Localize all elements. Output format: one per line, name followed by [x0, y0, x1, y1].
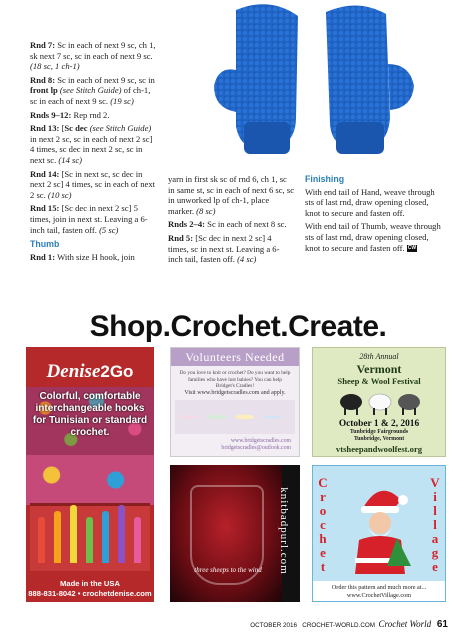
crochet-hook-icon: [54, 511, 61, 563]
hook-case: [30, 503, 150, 571]
crochet-hook-icon: [70, 505, 77, 563]
vt-location: [313, 429, 445, 443]
vermont-sheep-wool-ad[interactable]: [312, 347, 446, 457]
cv-right-word: [429, 476, 441, 574]
sheep-icon: [369, 394, 391, 415]
cv-letter: c: [320, 517, 326, 532]
rnd-8: [30, 75, 156, 107]
knitbadpurl-ad[interactable]: [170, 465, 300, 602]
rnd-text: of ch-1, sc in each of next 9 sc.: [30, 85, 151, 106]
end-mark-icon: CW: [407, 245, 417, 252]
magazine-name: Crochet World: [378, 619, 432, 629]
rnd-text: in next 2 sc, sc in each of next 2 sc] 4 times, sc dec in next 2 sc, sc in next sc.: [30, 133, 153, 165]
cv-letter: o: [319, 503, 327, 518]
volunteers-title: Volunteers Needed: [171, 348, 299, 366]
cv-letter: l: [433, 503, 437, 518]
denise-tagline: Colorful, comfortable interchangeable hooks for Tunisian or standard crochet.: [32, 391, 148, 438]
cv-letter: V: [430, 475, 440, 490]
rnd-text: [Sc dec in next 2 sc] 5 times, join in next st. Leaving a 6-inch tail, fasten off.: [30, 203, 148, 235]
rnd-text: [Sc in next sc, sc dec in next 2 sc] 4 times, sc in each of next 2 sc.: [30, 168, 156, 200]
rnd-text: yarn in first sk sc of rnd 6, ch 1, sc in same st, sc in each of next 6 sc, sc in unworked lp of ch-1, place marker.: [168, 174, 295, 216]
rnds-9-12: [30, 110, 156, 121]
rnd-label: Rnds 9–12:: [30, 109, 72, 120]
pattern-column-2: [168, 174, 294, 268]
stitch-count: (10 sc): [47, 189, 72, 200]
stitch-guide-ref: (see Stitch Guide): [57, 85, 122, 96]
finishing-thumb: [305, 221, 445, 253]
page-number: 61: [436, 619, 448, 630]
vt-url[interactable]: vtsheepandwoolfest.org: [335, 444, 423, 454]
rnd-label: Rnd 1:: [30, 251, 56, 262]
rnds-2-4: [168, 219, 294, 230]
stitch-guide-ref: (see Stitch Guide): [87, 123, 152, 134]
rnd-label: Rnd 14:: [30, 168, 60, 179]
vt-venue: Tunbridge Fairgrounds: [349, 429, 409, 435]
thumb-rnd-1: [30, 252, 156, 263]
sheep-icon: [340, 394, 362, 415]
cv-order-text: Order this pattern and much more at...: [331, 584, 427, 592]
knit-caption: three sheeps to the wind: [194, 566, 262, 574]
cv-letter: t: [320, 559, 326, 574]
rnd-label: Rnd 5:: [168, 232, 194, 243]
rnd-label: Rnd 8:: [30, 74, 56, 85]
rnd-5: [168, 233, 294, 265]
cv-letter: C: [318, 475, 328, 490]
crochet-hook-icon: [102, 511, 109, 563]
page-footer: [250, 619, 448, 630]
volunteers-email[interactable]: bridgetscradles@outlook.com: [221, 444, 291, 451]
cv-letter: r: [320, 489, 326, 504]
stitch-count: (19 sc): [110, 95, 134, 106]
cv-letter: h: [319, 531, 327, 546]
stitch-term: Sc dec: [64, 123, 88, 134]
cv-left-word: [317, 476, 329, 574]
crochet-hook-icon: [38, 517, 45, 563]
finishing-heading: Finishing: [305, 174, 345, 184]
crochet-hook-icon: [134, 517, 141, 563]
stitch-count: (8 sc): [196, 205, 216, 216]
vt-dates: October 1 & 2, 2016: [338, 419, 420, 429]
cv-letter: l: [433, 517, 437, 532]
stitch-term: front lp: [30, 85, 58, 96]
fabric-pattern: [26, 455, 154, 505]
rnd-label: Rnd 7:: [30, 40, 56, 50]
right-mitten: [326, 5, 414, 154]
rnd-text: [Sc dec in next 2 sc] 4 times, sc in next st. Leaving a 6-inch tail, fasten off.: [168, 232, 280, 265]
pattern-column-1: [30, 40, 156, 265]
finishing-hand: With end tail of Hand, weave through sts of last rnd, draw opening closed, knot to secure and fasten off.: [305, 186, 435, 218]
stitch-count: (14 sc): [58, 154, 83, 165]
cv-url[interactable]: www.CrochetVillage.com: [346, 591, 412, 599]
crochet-hook-icon: [118, 505, 125, 563]
cv-letter: e: [432, 559, 438, 574]
left-mitten: [214, 4, 298, 154]
cv-letter: a: [431, 531, 439, 546]
rnd-text: Sc in each of next 8 sc.: [205, 219, 287, 230]
cv-letter: e: [320, 545, 326, 560]
volunteers-contact: [221, 438, 291, 452]
rnd-label: Rnd 15:: [30, 203, 60, 214]
finishing-thumb-text: With end tail of Thumb, weave through sts of last rnd, draw opening closed, knot to secure and fasten off.: [305, 221, 441, 253]
brand-name: Denise: [46, 361, 101, 382]
thumb-rnd-1-cont: [168, 174, 294, 216]
cv-letter: i: [433, 489, 437, 504]
rnd-7: [30, 40, 156, 72]
denise-contact[interactable]: 888-831-8042 • crochetdenise.com: [28, 589, 152, 598]
issue-month: OCTOBER 2016: [250, 622, 298, 629]
crochet-hook-icon: [86, 517, 93, 563]
thumb-heading: Thumb: [30, 239, 60, 250]
rnd-label: Rnds 2–4:: [168, 219, 206, 230]
rnd-15: [30, 203, 156, 235]
rnd-text: Sc in each of next 9 sc, sc in: [55, 74, 155, 85]
vt-subtitle: Sheep & Wool Festival: [337, 376, 421, 386]
stitch-count: (18 sc, 1 ch-1): [30, 61, 80, 72]
site-url[interactable]: CROCHET-WORLD.COM: [302, 622, 376, 629]
volunteers-needed-ad[interactable]: [170, 347, 300, 457]
crochet-village-ad[interactable]: [312, 465, 446, 602]
blue-mittens-photo: [200, 0, 430, 168]
rnd-text: With size H hook, join: [55, 251, 135, 262]
vt-title: Vermont: [356, 362, 402, 376]
brand-suffix: 2Go: [100, 362, 134, 381]
visit-suffix: and apply.: [259, 390, 286, 396]
volunteers-body: Do you love to knit or crochet? Do you want to help families who have lost babies? You can help Bridget's Cradles!: [179, 370, 291, 390]
rnd-13: [30, 123, 156, 165]
rnd-text: Rep rnd 2.: [71, 109, 110, 120]
visit-link[interactable]: www.bridgetscradles.com: [197, 390, 260, 396]
vt-town: Tunbridge, Vermont: [353, 436, 405, 442]
made-in-usa: Made in the USA: [60, 579, 120, 588]
cv-footer: [313, 584, 445, 599]
baby-booties-photo: [175, 400, 295, 434]
sheep-icon: [398, 394, 420, 415]
rnd-text: [: [59, 123, 65, 134]
stitch-count: (4 sc): [237, 254, 257, 265]
denise-logo: [26, 361, 154, 383]
pattern-column-3: [305, 174, 445, 256]
denise-2go-ad[interactable]: [26, 347, 154, 602]
rnd-text: Sc in each of next 9 sc, ch 1, sk next 7 sc, sc in each of next 9 sc.: [30, 40, 156, 61]
cv-letter: g: [431, 545, 439, 560]
vt-annual: 28th Annual: [359, 352, 399, 361]
santa-doll-icon: [341, 478, 419, 578]
denise-footer: [26, 579, 154, 599]
volunteers-url[interactable]: www.bridgetscradles.com: [230, 437, 291, 444]
knit-url[interactable]: knitbadpurl.com: [278, 487, 290, 575]
rnd-14: [30, 169, 156, 201]
rnd-label: Rnd 13:: [30, 123, 60, 134]
volunteers-visit: [175, 390, 295, 396]
stitch-count: (5 sc): [99, 224, 119, 235]
visit-prefix: Visit: [184, 390, 198, 396]
sheep-illustration: [337, 390, 423, 416]
shop-headline: Shop.Crochet.Create.: [89, 310, 387, 343]
